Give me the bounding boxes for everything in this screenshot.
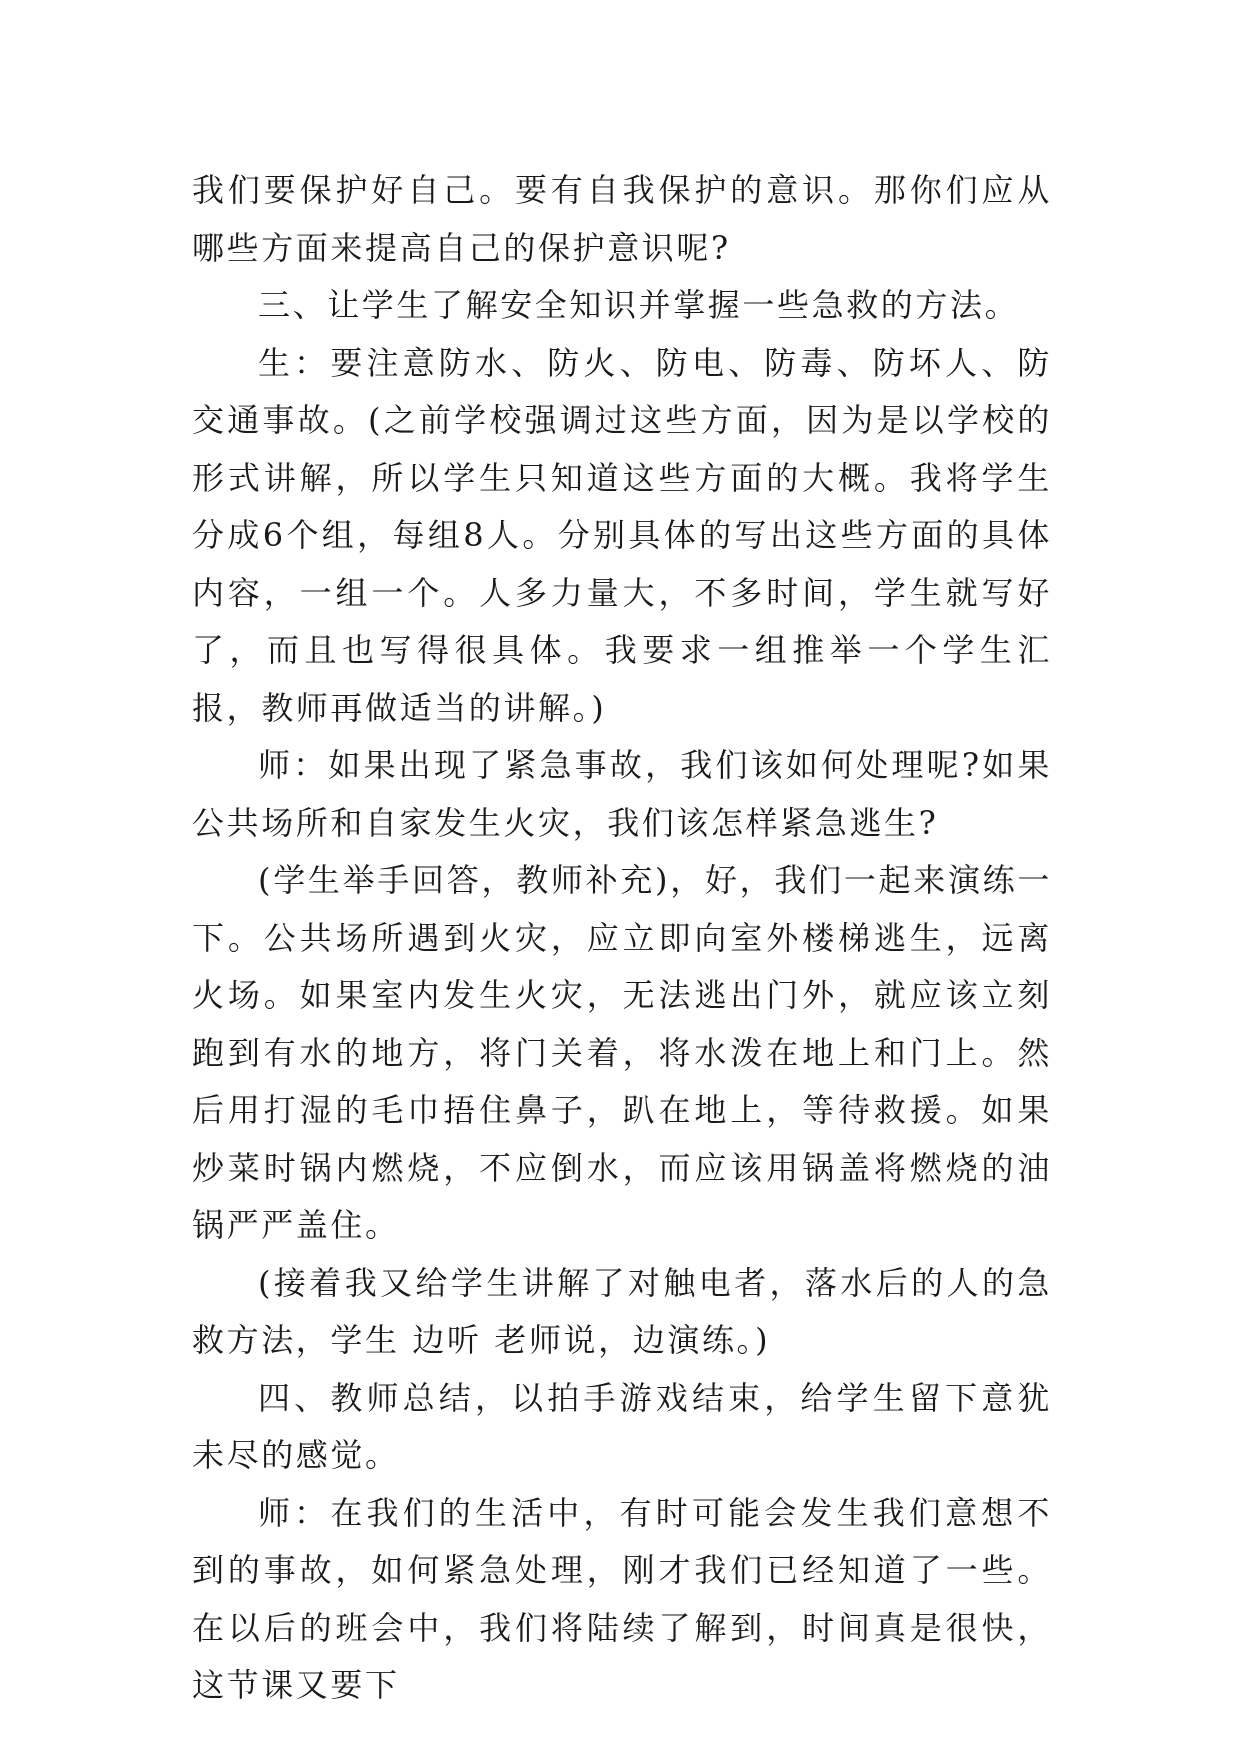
paragraph-6: (接着我又给学生讲解了对触电者，落水后的人的急救方法，学生 边听 老师说，边演练。) bbox=[192, 1263, 1052, 1359]
paragraph-2: 三、让学生了解安全知识并掌握一些急救的方法。 bbox=[258, 286, 1020, 324]
paragraph-4: 师：如果出现了紧急事故，我们该如何处理呢?如果公共场所和自家发生火灾，我们该怎样紧急逃生? bbox=[192, 746, 1052, 842]
document-body bbox=[192, 162, 1052, 1715]
paragraph-1: 我们要保护好自己。要有自我保护的意识。那你们应从哪些方面来提高自己的保护意识呢? bbox=[192, 171, 1052, 267]
paragraph-5: (学生举手回答，教师补充)，好，我们一起来演练一下。公共场所遇到火灾，应立即向室外楼梯逃生，远离火场。如果室内发生火灾，无法逃出门外，就应该立刻跑到有水的地方，将门关着，将水泼在地上和门上。然后用打湿的毛巾捂住鼻子，趴在地上，等待救援。如果炒菜时锅内燃烧，不应倒水，而应该用锅盖将燃烧的油锅严严盖住。 bbox=[192, 861, 1052, 1244]
paragraph-8: 师：在我们的生活中，有时可能会发生我们意想不到的事故，如何紧急处理，刚才我们已经知道了一些。在以后的班会中，我们将陆续了解到，时间真是很快，这节课又要下 bbox=[192, 1493, 1052, 1704]
paragraph-3: 生：要注意防水、防火、防电、防毒、防坏人、防交通事故。(之前学校强调过这些方面，因为是以学校的形式讲解，所以学生只知道这些方面的大概。我将学生分成6个组，每组8人。分别具体的写出这些方面的具体内容，一组一个。人多力量大，不多时间，学生就写好了，而且也写得很具体。我要求一组推举一个学生汇报，教师再做适当的讲解。) bbox=[192, 343, 1052, 727]
paragraph-7: 四、教师总结，以拍手游戏结束，给学生留下意犹未尽的感觉。 bbox=[192, 1378, 1052, 1474]
